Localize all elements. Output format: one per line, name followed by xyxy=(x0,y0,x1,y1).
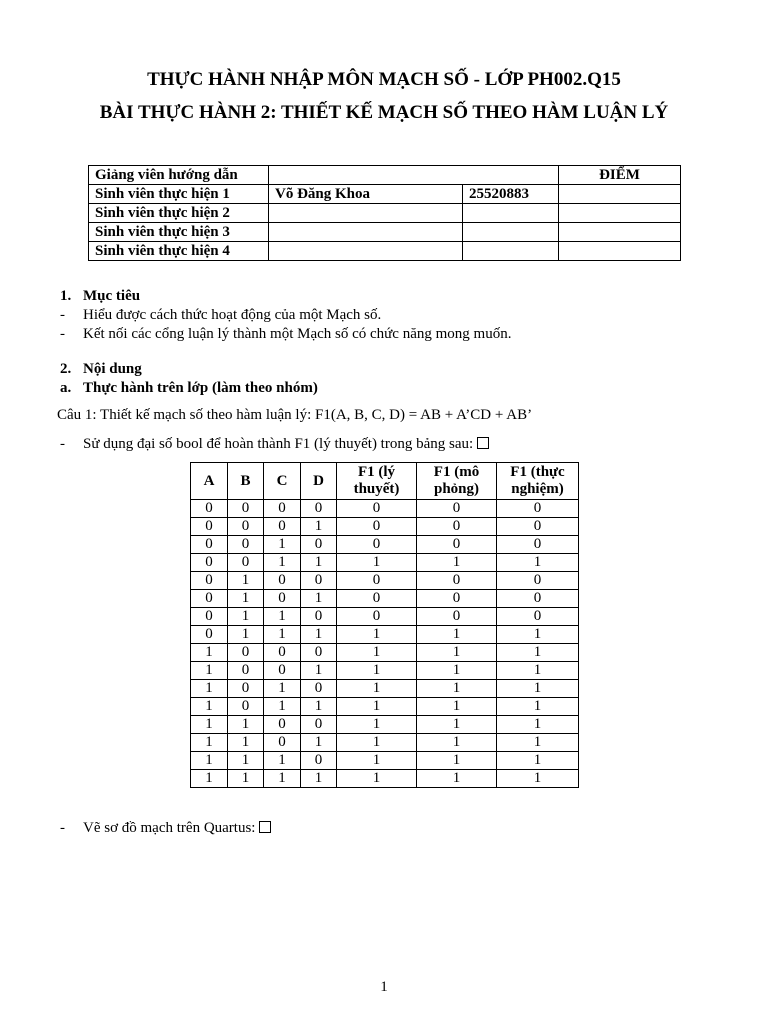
table-row xyxy=(191,770,579,788)
truth-table-header: B xyxy=(228,463,264,500)
question-text: Câu 1: Thiết kế mạch số theo hàm luận lý: F1(A, B, C, D) = AB + A’CD + AB’ xyxy=(57,407,533,423)
table-cell: 0 xyxy=(301,752,337,770)
table-cell: 1 xyxy=(417,662,497,680)
table-cell: 1 xyxy=(417,770,497,788)
table-row xyxy=(191,734,579,752)
table-row xyxy=(191,572,579,590)
table-cell: 0 xyxy=(337,608,417,626)
table-cell: 0 xyxy=(264,518,301,536)
table-row xyxy=(191,698,579,716)
student-id: 25520883 xyxy=(463,185,559,204)
table-cell: 1 xyxy=(228,716,264,734)
table-cell: 0 xyxy=(228,698,264,716)
table-cell: 1 xyxy=(301,554,337,572)
score-cell xyxy=(559,185,681,204)
table-cell: 0 xyxy=(497,518,579,536)
table-cell: 1 xyxy=(337,752,417,770)
table-cell: 0 xyxy=(264,590,301,608)
task-line xyxy=(83,819,271,838)
bullet-dash: - xyxy=(60,820,65,836)
table-row xyxy=(191,554,579,572)
bullet-dash: - xyxy=(60,326,65,342)
table-cell: 1 xyxy=(264,770,301,788)
table-cell: 0 xyxy=(417,572,497,590)
table-cell: 1 xyxy=(191,734,228,752)
table-cell: 0 xyxy=(191,554,228,572)
table-cell: 0 xyxy=(191,626,228,644)
truth-table xyxy=(190,462,579,788)
student-row xyxy=(89,204,681,223)
table-cell: 0 xyxy=(191,608,228,626)
table-cell: 0 xyxy=(417,608,497,626)
table-row xyxy=(191,752,579,770)
table-cell: 1 xyxy=(497,626,579,644)
student-row xyxy=(89,185,681,204)
table-cell: 1 xyxy=(264,698,301,716)
table-cell: 1 xyxy=(337,716,417,734)
table-cell: 0 xyxy=(264,572,301,590)
table-cell: 0 xyxy=(337,518,417,536)
student-name xyxy=(269,223,463,242)
table-cell: 1 xyxy=(417,626,497,644)
student-label: Sinh viên thực hiện 4 xyxy=(89,242,269,261)
table-cell: 0 xyxy=(264,500,301,518)
truth-table-header: C xyxy=(264,463,301,500)
bullet-dash: - xyxy=(60,436,65,452)
table-cell: 1 xyxy=(417,680,497,698)
table-cell: 1 xyxy=(264,608,301,626)
task-line xyxy=(83,435,489,454)
section1-title: Mục tiêu xyxy=(83,288,141,304)
lab-title: BÀI THỰC HÀNH 2: THIẾT KẾ MẠCH SỐ THEO HÀM LUẬN LÝ xyxy=(99,102,669,123)
table-row xyxy=(191,500,579,518)
table-cell: 1 xyxy=(497,734,579,752)
objective-text: Hiểu được cách thức hoạt động của một Mạch số. xyxy=(83,307,382,323)
table-cell: 1 xyxy=(337,644,417,662)
student-name xyxy=(269,242,463,261)
table-cell: 0 xyxy=(228,536,264,554)
student-id xyxy=(463,223,559,242)
table-cell: 0 xyxy=(191,500,228,518)
table-cell: 1 xyxy=(497,680,579,698)
table-cell: 1 xyxy=(337,734,417,752)
student-name xyxy=(269,204,463,223)
section2-number: 2. xyxy=(60,361,72,377)
table-cell: 1 xyxy=(337,626,417,644)
table-cell: 1 xyxy=(301,518,337,536)
table-cell: 1 xyxy=(228,770,264,788)
table-cell: 0 xyxy=(191,572,228,590)
table-cell: 1 xyxy=(497,716,579,734)
table-cell: 0 xyxy=(228,500,264,518)
table-cell: 0 xyxy=(497,536,579,554)
checkbox-icon[interactable] xyxy=(259,821,271,833)
table-cell: 1 xyxy=(228,734,264,752)
truth-table-header: D xyxy=(301,463,337,500)
table-cell: 1 xyxy=(191,698,228,716)
table-cell: 1 xyxy=(497,662,579,680)
table-cell: 1 xyxy=(337,662,417,680)
table-cell: 1 xyxy=(417,698,497,716)
table-cell: 0 xyxy=(497,572,579,590)
student-row xyxy=(89,223,681,242)
table-cell: 1 xyxy=(228,572,264,590)
instructor-label: Giảng viên hướng dẫn xyxy=(89,166,269,185)
table-cell: 0 xyxy=(228,680,264,698)
truth-table-body xyxy=(191,500,579,788)
table-cell: 1 xyxy=(301,590,337,608)
table-cell: 1 xyxy=(264,752,301,770)
table-cell: 0 xyxy=(228,644,264,662)
table-cell: 1 xyxy=(417,644,497,662)
table-cell: 1 xyxy=(301,770,337,788)
table-cell: 1 xyxy=(191,680,228,698)
table-cell: 1 xyxy=(191,752,228,770)
table-cell: 0 xyxy=(301,680,337,698)
student-label: Sinh viên thực hiện 2 xyxy=(89,204,269,223)
task-text: Vẽ sơ đồ mạch trên Quartus: xyxy=(83,820,256,836)
table-cell: 0 xyxy=(337,500,417,518)
table-cell: 1 xyxy=(417,752,497,770)
table-cell: 1 xyxy=(301,698,337,716)
table-cell: 0 xyxy=(417,590,497,608)
table-cell: 1 xyxy=(264,554,301,572)
table-cell: 0 xyxy=(301,500,337,518)
table-row xyxy=(191,536,579,554)
table-cell: 1 xyxy=(337,698,417,716)
table-cell: 1 xyxy=(337,554,417,572)
table-cell: 1 xyxy=(301,734,337,752)
table-cell: 1 xyxy=(191,662,228,680)
table-cell: 0 xyxy=(497,500,579,518)
table-cell: 0 xyxy=(264,716,301,734)
table-cell: 1 xyxy=(497,554,579,572)
table-cell: 0 xyxy=(191,518,228,536)
section2-title: Nội dung xyxy=(83,361,142,377)
table-cell: 1 xyxy=(228,608,264,626)
instructor-name-cell xyxy=(269,166,559,185)
table-cell: 0 xyxy=(301,536,337,554)
table-row xyxy=(191,716,579,734)
table-row xyxy=(191,662,579,680)
table-cell: 1 xyxy=(228,590,264,608)
table-cell: 0 xyxy=(301,644,337,662)
table-cell: 1 xyxy=(301,662,337,680)
table-cell: 0 xyxy=(191,536,228,554)
table-cell: 0 xyxy=(337,536,417,554)
table-cell: 1 xyxy=(301,626,337,644)
table-cell: 1 xyxy=(228,626,264,644)
table-cell: 0 xyxy=(264,734,301,752)
table-cell: 1 xyxy=(497,752,579,770)
table-cell: 0 xyxy=(417,536,497,554)
table-cell: 1 xyxy=(497,644,579,662)
table-cell: 0 xyxy=(337,572,417,590)
student-id xyxy=(463,242,559,261)
table-cell: 0 xyxy=(497,590,579,608)
student-label: Sinh viên thực hiện 3 xyxy=(89,223,269,242)
table-cell: 1 xyxy=(191,770,228,788)
student-info-table xyxy=(88,165,681,261)
subsection-number: a. xyxy=(60,380,72,396)
truth-table-header: A xyxy=(191,463,228,500)
table-cell: 0 xyxy=(417,500,497,518)
table-cell: 0 xyxy=(417,518,497,536)
table-row xyxy=(191,644,579,662)
table-cell: 0 xyxy=(497,608,579,626)
table-cell: 0 xyxy=(191,590,228,608)
score-cell xyxy=(559,204,681,223)
table-cell: 1 xyxy=(264,536,301,554)
course-title: THỰC HÀNH NHẬP MÔN MẠCH SỐ - LỚP PH002.Q15 xyxy=(147,69,621,90)
table-row xyxy=(191,680,579,698)
truth-table-header-row xyxy=(191,463,579,500)
student-name: Võ Đăng Khoa xyxy=(269,185,463,204)
table-cell: 0 xyxy=(228,662,264,680)
table-cell: 1 xyxy=(191,716,228,734)
instructor-row xyxy=(89,166,681,185)
truth-table-header: F1 (lý thuyết) xyxy=(337,463,417,500)
table-cell: 1 xyxy=(264,680,301,698)
table-cell: 0 xyxy=(337,590,417,608)
table-cell: 1 xyxy=(417,716,497,734)
truth-table-header: F1 (mô phỏng) xyxy=(417,463,497,500)
student-id xyxy=(463,204,559,223)
task-text: Sử dụng đại số bool để hoàn thành F1 (lý thuyết) trong bảng sau: xyxy=(83,436,474,452)
table-cell: 0 xyxy=(228,554,264,572)
student-label: Sinh viên thực hiện 1 xyxy=(89,185,269,204)
table-row xyxy=(191,608,579,626)
table-cell: 0 xyxy=(301,716,337,734)
table-cell: 1 xyxy=(497,698,579,716)
table-cell: 1 xyxy=(337,770,417,788)
table-row xyxy=(191,626,579,644)
table-cell: 1 xyxy=(417,554,497,572)
table-cell: 0 xyxy=(264,644,301,662)
table-cell: 0 xyxy=(301,608,337,626)
truth-table-header: F1 (thực nghiệm) xyxy=(497,463,579,500)
table-cell: 0 xyxy=(228,518,264,536)
table-cell: 0 xyxy=(264,662,301,680)
score-cell xyxy=(559,223,681,242)
section1-number: 1. xyxy=(60,288,72,304)
subsection-title: Thực hành trên lớp (làm theo nhóm) xyxy=(83,380,318,396)
table-cell: 1 xyxy=(264,626,301,644)
score-label: ĐIỂM xyxy=(559,166,681,185)
table-row xyxy=(191,590,579,608)
table-cell: 1 xyxy=(337,680,417,698)
table-row xyxy=(191,518,579,536)
table-cell: 1 xyxy=(228,752,264,770)
table-cell: 1 xyxy=(417,734,497,752)
checkbox-icon[interactable] xyxy=(477,437,489,449)
page-number: 1 xyxy=(380,979,388,995)
score-cell xyxy=(559,242,681,261)
table-cell: 1 xyxy=(497,770,579,788)
bullet-dash: - xyxy=(60,307,65,323)
student-row xyxy=(89,242,681,261)
table-cell: 1 xyxy=(191,644,228,662)
table-cell: 0 xyxy=(301,572,337,590)
objective-text: Kết nối các cổng luận lý thành một Mạch số có chức năng mong muốn. xyxy=(83,326,512,342)
